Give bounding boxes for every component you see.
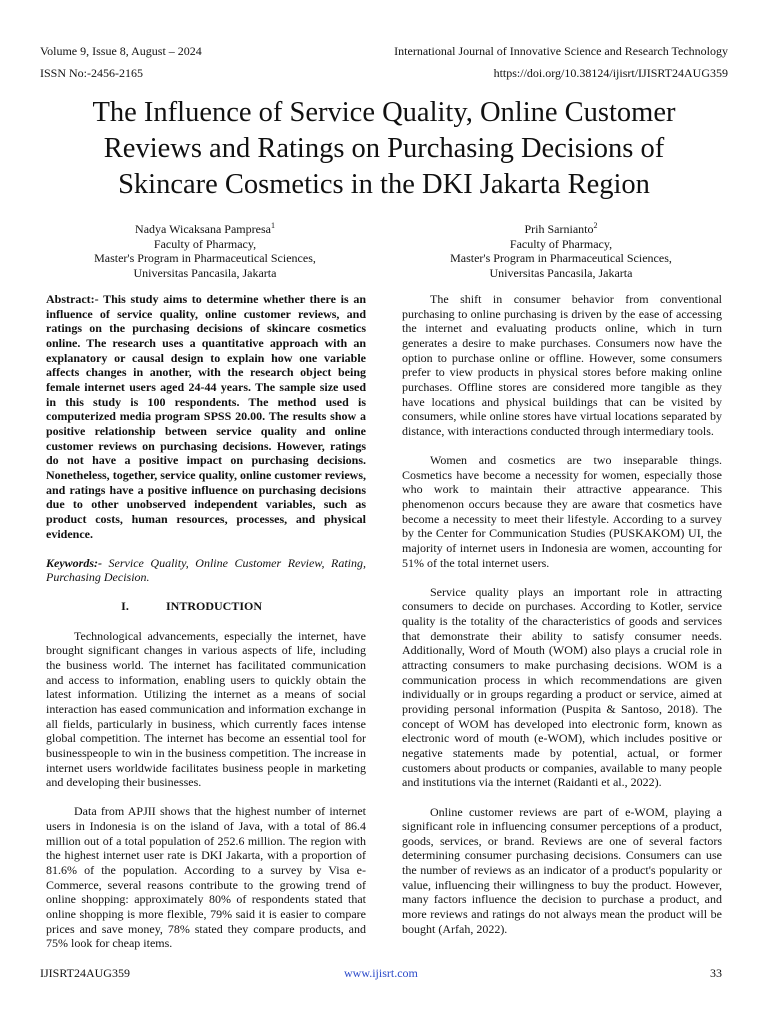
author-block-1 <box>55 222 355 280</box>
body-paragraph: Technological advancements, especially the internet, have brought significant changes in various aspects of life, including the business world. The internet has facilitated communication and access to information, enabling users to quickly obtain the latest information. Utilizing the internet as a means of social interaction has eased communication and information exchange in all fields, particularly in business, which currently faces intense global competition. The internet has become an essential tool for businesspeople to win in the business competition. The increase in internet users worldwide facilitates business people in marketing and developing their businesses. <box>46 628 366 790</box>
section-title: INTRODUCTION <box>166 599 263 614</box>
author-affiliation-mark: 2 <box>593 221 598 230</box>
author-faculty: Faculty of Pharmacy, <box>509 236 613 251</box>
keywords-text: Service Quality, Online Customer Review, Rating, Purchasing Decision. <box>46 555 366 585</box>
body-paragraph: Online customer reviews are part of e-WOM, playing a significant role in influencing consumer perceptions of a product, goods, services, or brand. Reviews are one of several factors determining consumer purchasing decisions. Consumers can use the number of reviews as an indicator of a product's popularity or value, influencing their willingness to buy the product. However, many factors influence the decision to purchase a product, and more reviews and ratings do not always mean the product will be bought (Arfah, 2022). <box>402 804 722 936</box>
author-name: Prih Sarnianto <box>524 222 594 236</box>
footer-paper-code: IJISRT24AUG359 <box>40 966 130 980</box>
author-program: Master's Program in Pharmaceutical Sciences, <box>450 251 672 266</box>
author-university: Universitas Pancasila, Jakarta <box>489 265 633 280</box>
left-column <box>46 292 366 951</box>
author-block-2 <box>411 222 711 280</box>
section-heading <box>46 599 366 614</box>
author-program: Master's Program in Pharmaceutical Sciences, <box>94 251 316 266</box>
author-affiliation-mark: 1 <box>270 221 275 230</box>
doi-link[interactable]: https://doi.org/10.38124/ijisrt/IJISRT24AUG359 <box>493 66 728 80</box>
title-line: The Influence of Service Quality, Online Customer <box>92 97 676 128</box>
section-number: I. <box>121 599 129 614</box>
journal-name: International Journal of Innovative Science and Research Technology <box>394 44 728 58</box>
body-paragraph: Data from APJII shows that the highest number of internet users in Indonesia is on the island of Java, with a total of 86.4 million out of a total population of 252.6 million. The region with the highest internet user rate is DKI Jakarta, with a proportion of 81.6% of the population. According to a survey by Visa e-Commerce, several reasons contribute to the growing trend of online shopping: approximately 80% of respondents stated that online shopping is more flexible, 79% said it is easier to compare prices and save money, 78% stated they compare products, and 75% look for cheap items. <box>46 804 366 951</box>
title-line: Reviews and Ratings on Purchasing Decisions of <box>103 133 665 164</box>
author-faculty: Faculty of Pharmacy, <box>153 236 257 251</box>
body-paragraph: The shift in consumer behavior from conventional purchasing to online purchasing is driven by the ease of accessing the internet and evaluating products online, which in turn generates a desire to make purchases. Consumers now have the option to purchase online or offline. However, some consumers prefer to view products in physical stores before making online purchases. Offline stores are considered more tangible as they have locations and physical buildings that can be visited by consumers, while online stores have virtual locations separated by distance, with interactions conducted through intermediary tools. <box>402 292 722 438</box>
title-line: Skincare Cosmetics in the DKI Jakarta Region <box>118 169 650 200</box>
paper-title <box>40 95 728 203</box>
keywords-label: Keywords:- <box>46 555 102 570</box>
volume-info: Volume 9, Issue 8, August – 2024 <box>40 44 202 58</box>
abstract: Abstract:- This study aims to determine whether there is an influence of service quality, online customer reviews, and ratings on the purchasing decisions of skincare cosmetics online. The research uses a quantitative approach with an explanatory or causal design to explain how one variable affects changes in another, with the research object being female internet users aged 24-44 years. The sample size used in this study is 100 respondents. The method used is computerized media program SPSS 20.00. The results show a positive relationship between service quality and online customer reviews on purchasing decisions. However, ratings do not have a positive impact on purchasing decisions. Nonetheless, together, service quality, online customer reviews, and ratings have a positive influence on purchasing decisions due to other unobserved independent variables, such as product costs, human resources, processes, and physical evidence. <box>46 292 366 541</box>
author-university: Universitas Pancasila, Jakarta <box>133 265 277 280</box>
page-number: 33 <box>710 966 722 980</box>
author-name: Nadya Wicaksana Pampresa <box>135 222 271 236</box>
footer-website-link[interactable]: www.ijisrt.com <box>344 966 418 980</box>
right-column <box>402 292 722 936</box>
issn: ISSN No:-2456-2165 <box>40 66 144 80</box>
body-paragraph: Service quality plays an important role in attracting consumers to decide on purchases. According to Kotler, service quality is the totality of the characteristics of goods and services that demonstrate their ability to satisfy consumer needs. Additionally, Word of Mouth (WOM) also plays a crucial role in attracting consumers to make purchasing decisions. WOM is a communication process in which recommendations are given individually or in groups regarding a product or service, aimed at providing personal information (Puspita & Santoso, 2018). The concept of WOM has developed into electronic form, known as electronic word of mouth (e-WOM), which includes positive or negative statements made by potential, actual, or former customers about products or companies, available to many people and institutions via the internet (Raidanti et al., 2022). <box>402 584 722 790</box>
body-paragraph: Women and cosmetics are two inseparable things. Cosmetics have become a necessity for women, especially those who work to maintain their attractive appearance. This phenomenon occurs because they are aware that cosmetics have become a necessity to meet their lifestyle. According to a survey by the Center for Communication Studies (PUSKAKOM) UI, the majority of internet users in Indonesia are women, accounting for 51% of the total internet users. <box>402 453 722 570</box>
keywords <box>46 556 366 585</box>
